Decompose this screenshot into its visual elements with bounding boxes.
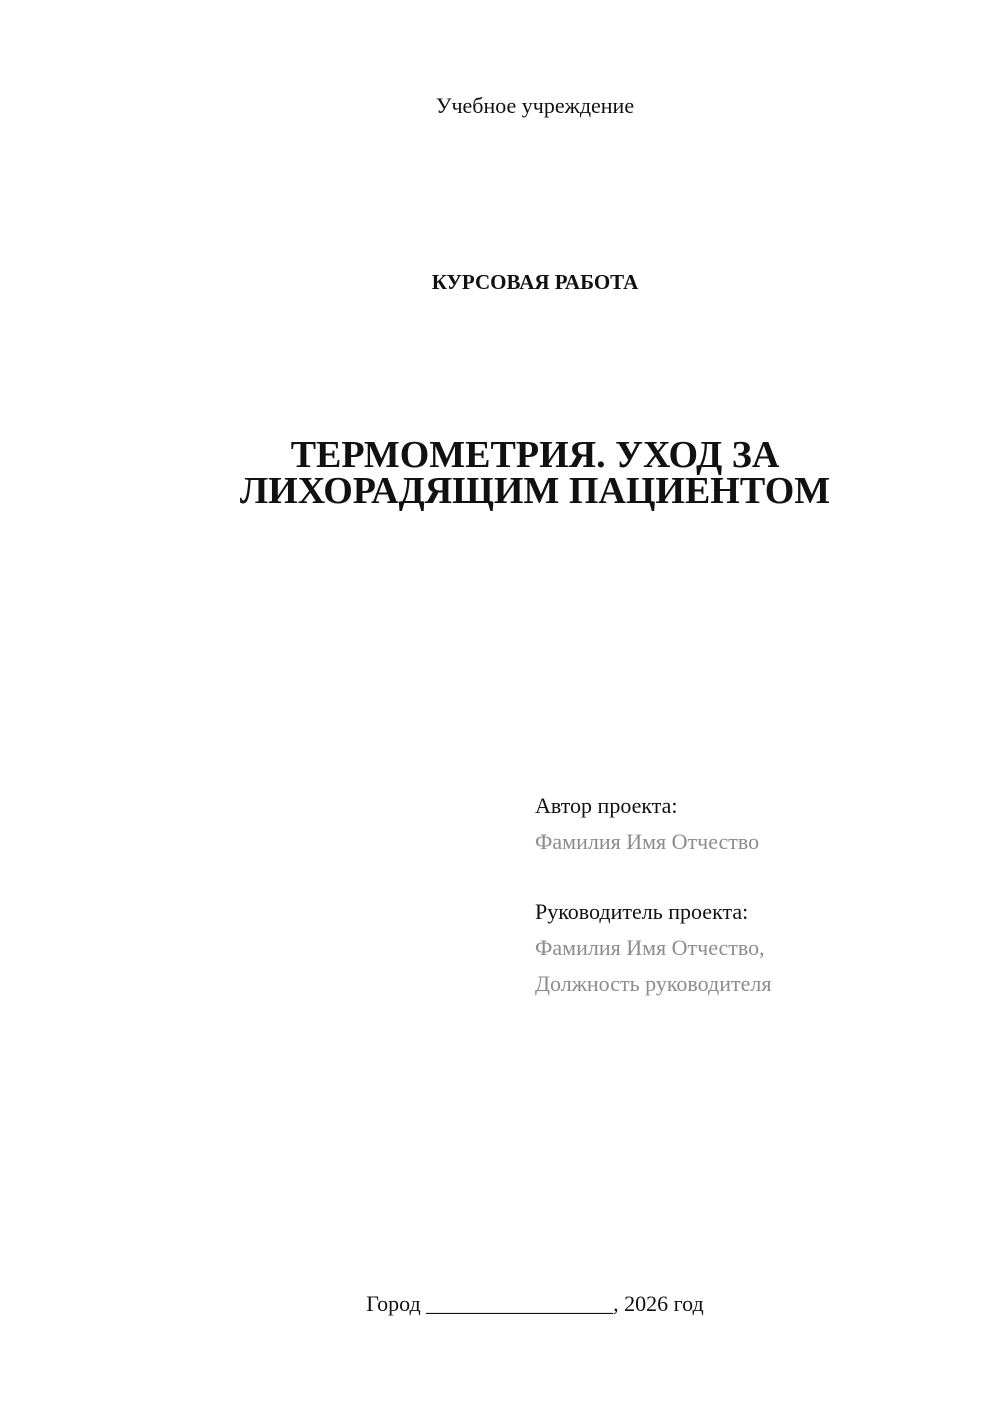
credits-spacer <box>535 860 975 894</box>
author-label: Автор проекта: <box>535 793 678 818</box>
work-type-heading: КУРСОВАЯ РАБОТА <box>431 270 639 294</box>
title-line-2: ЛИХОРАДЯЩИМ ПАЦИЕНТОМ <box>239 470 831 512</box>
document-title <box>0 434 1000 512</box>
supervisor-position: Должность руководителя <box>535 971 772 996</box>
title-line-1: ТЕРМОМЕТРИЯ. УХОД ЗА <box>290 434 780 476</box>
supervisor-label: Руководитель проекта: <box>535 899 749 924</box>
credits-block <box>535 788 975 1002</box>
institution-name: Учебное учреждение <box>435 93 635 118</box>
city-year-line: Город _________________, 2026 год <box>366 1291 704 1316</box>
supervisor-name: Фамилия Имя Отчество, <box>535 935 765 960</box>
author-name: Фамилия Имя Отчество <box>535 829 760 854</box>
